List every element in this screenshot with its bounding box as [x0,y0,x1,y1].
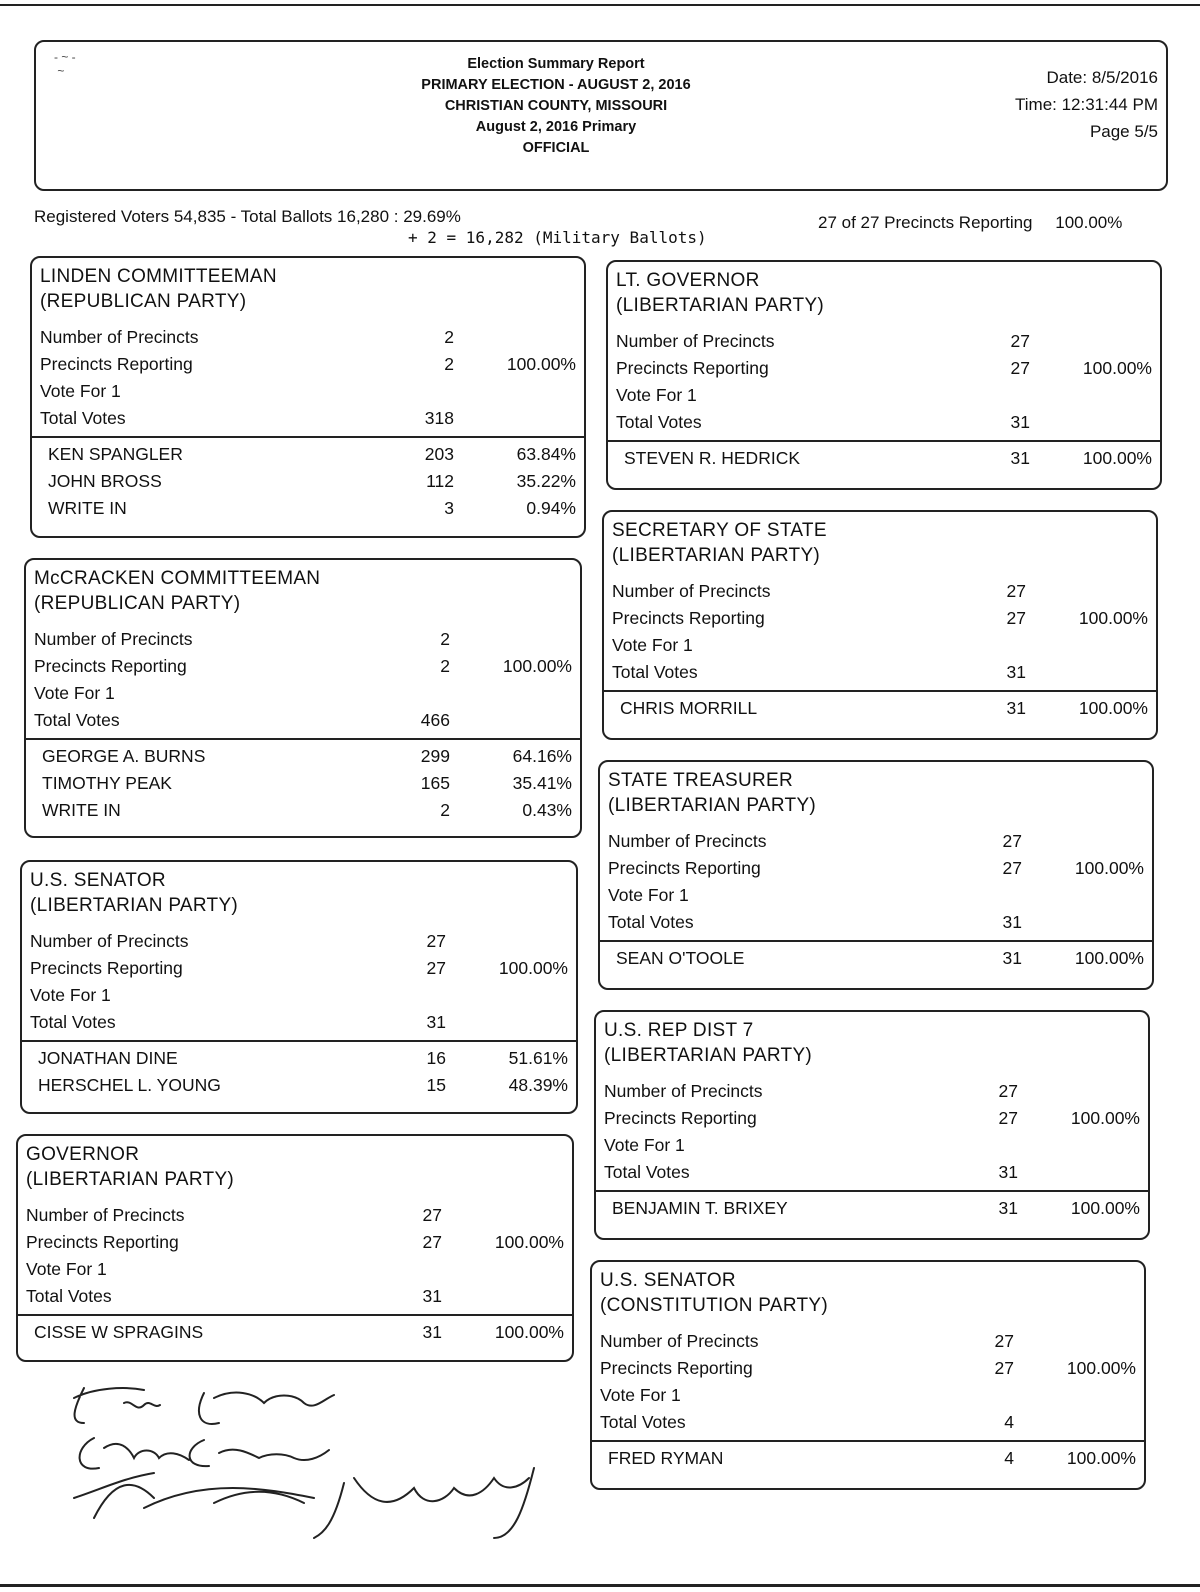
race-party: (LIBERTARIAN PARTY) [604,1045,813,1066]
total-votes-label: Total Votes [30,1012,116,1032]
total-votes-value: 31 [1006,662,1026,682]
race-office: U.S. SENATOR [30,870,166,891]
race-box [24,558,582,838]
vote-for-row [32,378,584,405]
report-title: Election Summary Report [467,56,645,72]
vote-for-label: Vote For 1 [608,885,689,905]
num-precincts-label: Number of Precincts [34,629,193,649]
candidate-votes: 4 [1004,1448,1014,1468]
precincts-reporting-label: Precincts Reporting [604,1108,757,1128]
vote-for-row [608,382,1160,409]
precincts-reporting-row [604,605,1156,632]
precincts-reporting-label: Precincts Reporting [616,358,769,378]
race-divider [604,690,1156,692]
race-office: LINDEN COMMITTEEMAN [40,266,277,287]
candidate-row [600,945,1152,972]
vote-for-label: Vote For 1 [600,1385,681,1405]
race-party: (REPUBLICAN PARTY) [40,291,247,312]
race-office: U.S. SENATOR [600,1270,736,1291]
precincts-reporting-pct: 100.00% [1055,213,1123,232]
precincts-reporting-value: 27 [1006,608,1026,628]
vote-for-row [592,1382,1144,1409]
candidate-name: FRED RYMAN [608,1448,724,1468]
total-votes-row [26,707,580,734]
precincts-reporting-row [32,351,584,378]
candidate-name: BENJAMIN T. BRIXEY [612,1198,788,1218]
vote-for-label: Vote For 1 [40,381,121,401]
precincts-reporting-line [818,213,1122,233]
total-votes-value: 31 [426,1012,446,1032]
candidate-name: HERSCHEL L. YOUNG [38,1075,221,1095]
candidate-name: KEN SPANGLER [48,444,183,464]
precincts-reporting-value: 27 [1002,858,1022,878]
candidate-row [604,695,1156,722]
total-votes-label: Total Votes [40,408,126,428]
candidate-name: JONATHAN DINE [38,1048,178,1068]
race-office: LT. GOVERNOR [616,270,760,291]
precincts-reporting-value: 27 [1010,358,1030,378]
race-title [604,512,1156,568]
num-precincts-row [32,324,584,351]
race-title [596,1012,1148,1068]
num-precincts-value: 27 [426,931,446,951]
top-rule [0,4,1200,6]
candidate-pct: 48.39% [508,1075,568,1095]
total-votes-row [18,1283,572,1310]
candidate-pct: 35.22% [516,471,576,491]
precincts-reporting-pct: 100.00% [1074,858,1144,878]
race-party: (LIBERTARIAN PARTY) [30,895,239,916]
num-precincts-row [26,626,580,653]
race-party: (LIBERTARIAN PARTY) [26,1169,235,1190]
candidate-name: WRITE IN [42,800,121,820]
num-precincts-label: Number of Precincts [612,581,771,601]
total-votes-label: Total Votes [612,662,698,682]
candidate-pct: 100.00% [1066,1448,1136,1468]
candidate-pct: 51.61% [508,1048,568,1068]
race-title [600,762,1152,818]
precincts-reporting-pct: 100.00% [502,656,572,676]
num-precincts-label: Number of Precincts [26,1205,185,1225]
report-page: Page 5/5 [1089,122,1158,141]
total-votes-row [604,659,1156,686]
candidate-row [26,770,580,797]
precincts-reporting-pct: 100.00% [1066,1358,1136,1378]
race-divider [596,1190,1148,1192]
candidate-pct: 100.00% [1078,698,1148,718]
candidate-votes: 16 [426,1048,446,1068]
race-box [598,760,1154,990]
report-time: Time: 12:31:44 PM [1015,95,1158,114]
precincts-reporting-label: Precincts Reporting [26,1232,179,1252]
race-title [26,560,580,616]
total-votes-value: 31 [998,1162,1018,1182]
candidate-pct: 100.00% [1070,1198,1140,1218]
candidate-votes: 299 [420,746,450,766]
num-precincts-row [608,328,1160,355]
vote-for-row [600,882,1152,909]
num-precincts-label: Number of Precincts [40,327,199,347]
candidate-name: CISSE W SPRAGINS [34,1322,204,1342]
race-stats [32,324,584,432]
total-votes-label: Total Votes [26,1286,112,1306]
candidate-votes: 165 [420,773,450,793]
race-stats [596,1078,1148,1186]
num-precincts-label: Number of Precincts [600,1331,759,1351]
candidate-pct: 100.00% [1082,448,1152,468]
num-precincts-row [600,828,1152,855]
race-stats [18,1202,572,1310]
precincts-reporting-value: 27 [994,1358,1014,1378]
num-precincts-value: 27 [998,1081,1018,1101]
race-divider [26,738,580,740]
race-divider [22,1040,576,1042]
candidate-votes: 31 [1010,448,1030,468]
race-divider [32,436,584,438]
candidate-votes: 31 [1006,698,1026,718]
precincts-reporting-value: 2 [440,656,450,676]
race-divider [600,940,1152,942]
candidate-pct: 63.84% [516,444,576,464]
precincts-reporting-pct: 100.00% [494,1232,564,1252]
candidate-name: WRITE IN [48,498,127,518]
military-ballots-note: + 2 = 16,282 (Military Ballots) [408,228,707,247]
total-votes-row [32,405,584,432]
bottom-rule [0,1584,1200,1587]
race-box [602,510,1158,740]
race-title [18,1136,572,1192]
race-title [32,258,584,314]
candidate-row [26,797,580,824]
race-stats [22,928,576,1036]
num-precincts-value: 27 [994,1331,1014,1351]
total-votes-label: Total Votes [600,1412,686,1432]
race-box [16,1134,574,1362]
num-precincts-label: Number of Precincts [616,331,775,351]
race-box [20,860,578,1114]
candidate-name: JOHN BROSS [48,471,162,491]
race-stats [592,1328,1144,1436]
total-votes-label: Total Votes [608,912,694,932]
candidate-row [608,445,1160,472]
race-stats [600,828,1152,936]
precincts-reporting-row [18,1229,572,1256]
race-stats [26,626,580,734]
precincts-reporting-pct: 100.00% [506,354,576,374]
precincts-reporting-value: 2 [444,354,454,374]
precincts-reporting-row [592,1355,1144,1382]
vote-for-row [18,1256,572,1283]
county-name: CHRISTIAN COUNTY, MISSOURI [444,98,668,114]
precincts-reporting-value: 27 [998,1108,1018,1128]
total-votes-label: Total Votes [34,710,120,730]
race-office: U.S. REP DIST 7 [604,1020,754,1041]
candidate-row [592,1445,1144,1472]
total-votes-value: 466 [420,710,450,730]
candidate-pct: 100.00% [1074,948,1144,968]
total-votes-value: 31 [422,1286,442,1306]
num-precincts-row [22,928,576,955]
vote-for-label: Vote For 1 [26,1259,107,1279]
race-stats [608,328,1160,436]
race-stats [604,578,1156,686]
candidate-pct: 100.00% [494,1322,564,1342]
race-divider [18,1314,572,1316]
precincts-reporting-label: Precincts Reporting [30,958,183,978]
candidate-row [22,1072,576,1099]
total-votes-value: 4 [1004,1412,1014,1432]
precincts-reporting-label: Precincts Reporting [608,858,761,878]
candidate-votes: 31 [1002,948,1022,968]
race-party: (LIBERTARIAN PARTY) [608,795,817,816]
candidate-name: STEVEN R. HEDRICK [624,448,800,468]
candidate-votes: 15 [426,1075,446,1095]
total-votes-row [596,1159,1148,1186]
total-votes-row [22,1009,576,1036]
report-date: Date: 8/5/2016 [1046,68,1158,87]
race-party: (CONSTITUTION PARTY) [600,1295,829,1316]
candidate-row [32,495,584,522]
candidate-row [32,441,584,468]
num-precincts-value: 27 [1010,331,1030,351]
race-box [590,1260,1146,1490]
margin-scribble: - ~ - ~ [54,50,76,78]
candidate-votes: 3 [444,498,454,518]
candidate-name: CHRIS MORRILL [620,698,758,718]
registered-voters-line: Registered Voters 54,835 - Total Ballots 16,280 : 29.69% [34,207,461,226]
vote-for-row [596,1132,1148,1159]
race-office: SECRETARY OF STATE [612,520,827,541]
candidate-votes: 203 [424,444,454,464]
precincts-reporting-label: Precincts Reporting [34,656,187,676]
total-votes-row [608,409,1160,436]
candidate-name: GEORGE A. BURNS [42,746,206,766]
vote-for-label: Vote For 1 [616,385,697,405]
race-box [30,256,586,538]
precincts-reporting-text: 27 of 27 Precincts Reporting [818,213,1033,232]
vote-for-label: Vote For 1 [604,1135,685,1155]
candidate-votes: 31 [998,1198,1018,1218]
race-office: GOVERNOR [26,1144,140,1165]
race-title [608,262,1160,318]
precincts-reporting-row [600,855,1152,882]
precincts-reporting-row [26,653,580,680]
race-divider [608,440,1160,442]
total-votes-label: Total Votes [604,1162,690,1182]
vote-for-label: Vote For 1 [30,985,111,1005]
num-precincts-row [604,578,1156,605]
primary-name: August 2, 2016 Primary [475,119,637,135]
race-party: (LIBERTARIAN PARTY) [612,545,821,566]
precincts-reporting-value: 27 [426,958,446,978]
candidate-pct: 35.41% [512,773,572,793]
total-votes-label: Total Votes [616,412,702,432]
num-precincts-row [18,1202,572,1229]
num-precincts-value: 2 [444,327,454,347]
precincts-reporting-value: 27 [422,1232,442,1252]
vote-for-row [26,680,580,707]
candidate-row [26,743,580,770]
precincts-reporting-row [596,1105,1148,1132]
race-office: McCRACKEN COMMITTEEMAN [34,568,321,589]
race-party: (LIBERTARIAN PARTY) [616,295,825,316]
candidate-name: SEAN O'TOOLE [616,948,745,968]
candidate-name: TIMOTHY PEAK [42,773,172,793]
total-votes-row [592,1409,1144,1436]
precincts-reporting-pct: 100.00% [498,958,568,978]
vote-for-row [604,632,1156,659]
candidate-pct: 0.43% [522,800,572,820]
num-precincts-label: Number of Precincts [608,831,767,851]
precincts-reporting-label: Precincts Reporting [40,354,193,374]
precincts-reporting-label: Precincts Reporting [600,1358,753,1378]
candidate-votes: 31 [422,1322,442,1342]
num-precincts-row [592,1328,1144,1355]
precincts-reporting-pct: 100.00% [1070,1108,1140,1128]
report-header [34,40,1168,191]
status-label: OFFICIAL [522,140,590,156]
num-precincts-value: 2 [440,629,450,649]
handwritten-signatures [54,1368,594,1548]
num-precincts-value: 27 [422,1205,442,1225]
report-meta [1015,64,1158,145]
race-box [594,1010,1150,1240]
candidate-pct: 0.94% [526,498,576,518]
candidate-row [18,1319,572,1346]
precincts-reporting-pct: 100.00% [1078,608,1148,628]
race-title [22,862,576,918]
vote-for-label: Vote For 1 [612,635,693,655]
precincts-reporting-row [22,955,576,982]
race-title [592,1262,1144,1318]
candidate-row [22,1045,576,1072]
candidate-row [596,1195,1148,1222]
candidate-votes: 2 [440,800,450,820]
precincts-reporting-pct: 100.00% [1082,358,1152,378]
election-name: PRIMARY ELECTION - AUGUST 2, 2016 [421,77,691,93]
num-precincts-row [596,1078,1148,1105]
precincts-reporting-row [608,355,1160,382]
num-precincts-label: Number of Precincts [30,931,189,951]
candidate-pct: 64.16% [512,746,572,766]
vote-for-row [22,982,576,1009]
candidate-row [32,468,584,495]
race-divider [592,1440,1144,1442]
total-votes-value: 318 [424,408,454,428]
vote-for-label: Vote For 1 [34,683,115,703]
total-votes-value: 31 [1010,412,1030,432]
num-precincts-value: 27 [1006,581,1026,601]
num-precincts-value: 27 [1002,831,1022,851]
race-party: (REPUBLICAN PARTY) [34,593,241,614]
num-precincts-label: Number of Precincts [604,1081,763,1101]
race-box [606,260,1162,490]
total-votes-value: 31 [1002,912,1022,932]
candidate-votes: 112 [426,471,454,491]
total-votes-row [600,909,1152,936]
report-title-block [336,54,776,159]
race-office: STATE TREASURER [608,770,794,791]
precincts-reporting-label: Precincts Reporting [612,608,765,628]
